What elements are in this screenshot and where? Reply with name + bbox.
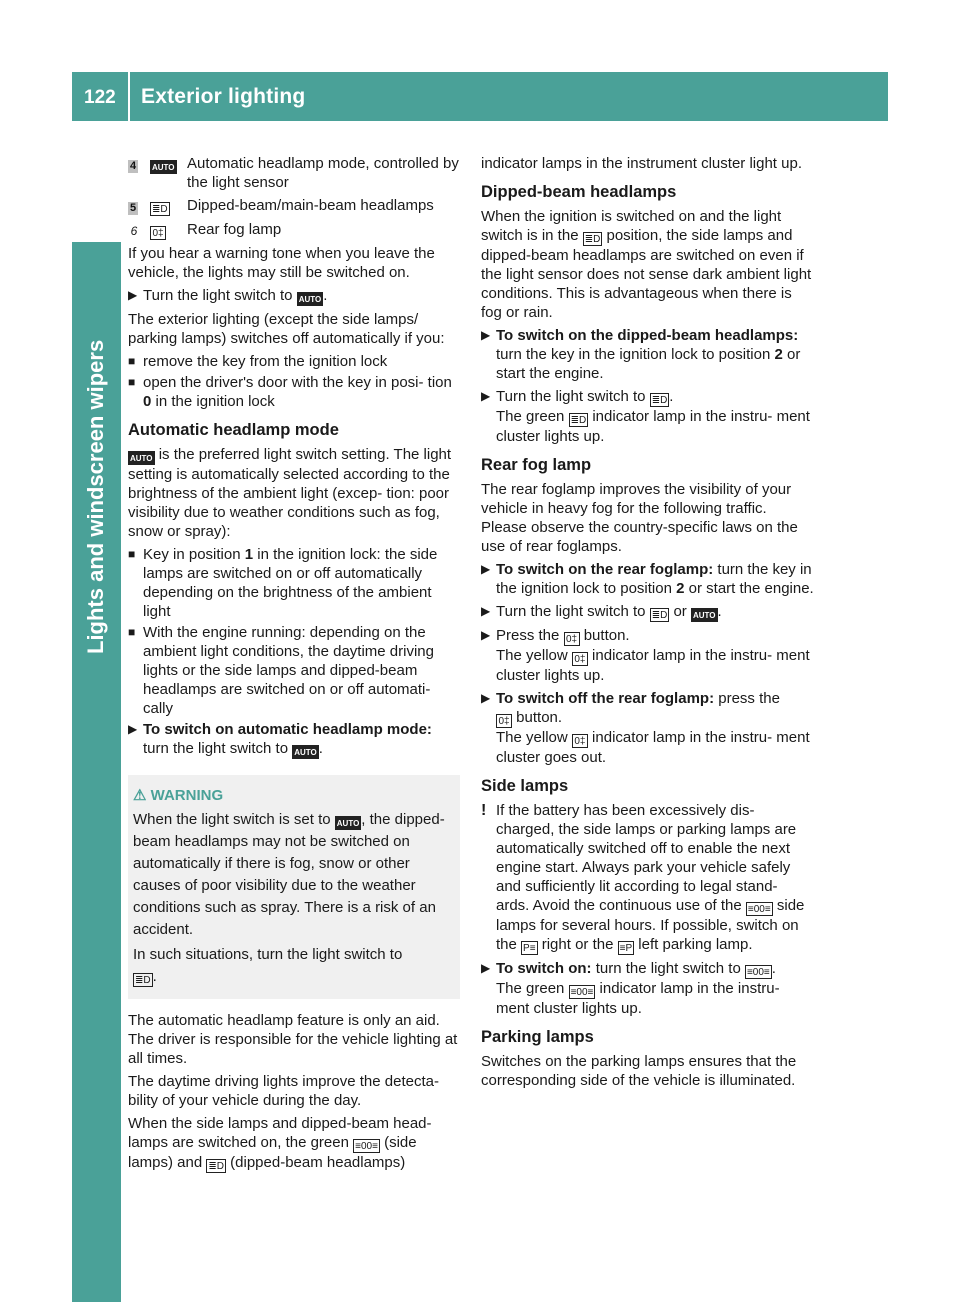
section-heading: Automatic headlamp mode (128, 421, 339, 439)
action-text: The green (496, 980, 565, 997)
low-beam-icon: ≣D (570, 415, 587, 426)
legend-item (128, 196, 460, 216)
list-text: in the ignition lock: the side lamps are switched on or off automatically depending on the brightness of the ambient light (143, 546, 438, 620)
list-item (128, 545, 460, 621)
action-text: turn the key in the ignition lock to position (496, 346, 771, 363)
bullet-icon: ■ (128, 547, 136, 561)
action-text: Turn the light switch to (496, 388, 646, 405)
position-number: 2 (774, 346, 783, 363)
action-step: ▶ To switch on: turn the light switch to ≡00≡ . The green ≡00≡ indicator lamp in the instru- ment cluster lights up. (481, 960, 780, 1017)
notice-text: If the battery has been excessively dis- charged, the side lamps or parking lamps are automatically switched off to enable the next engine start. Always park your vehicle safely and sufficiently lit according to legal stand- ards. Avoid the continuous use of the (496, 802, 797, 914)
exclamation-icon: ! (481, 802, 487, 819)
list-text: in the ignition lock (155, 393, 275, 410)
action-text: or (673, 603, 687, 620)
fog-lamp-icon: 0‡ (496, 714, 512, 728)
paragraph: If you hear a warning tone when you leave the vehicle, the lights may still be switched on. (128, 245, 435, 281)
action-step: ▶ Turn the light switch to ≣D . The green ≣D indicator lamp in the instru- ment cluster lights up. (481, 388, 810, 445)
page-title: Exterior lighting (141, 85, 306, 108)
action-text: Turn the light switch to (143, 287, 293, 304)
notice-text: right or the (541, 936, 614, 953)
bullet-icon: ■ (128, 625, 136, 639)
position-number: 1 (244, 546, 254, 563)
legend-item (128, 154, 460, 192)
paragraph-text: position, the side lamps and dipped-beam headlamps are switched on even if the light sensor does not sense dark ambient light conditions. This is advantageous when there is fog or rain. (481, 227, 812, 321)
notice-text: left parking lamp. (638, 936, 753, 953)
fog-lamp-icon: 0‡ (572, 652, 588, 666)
left-column (128, 154, 460, 1177)
action-text: or start the engine. (496, 346, 801, 382)
action-step (481, 326, 814, 383)
paragraph-text: (dipped-beam headlamps) (230, 1154, 406, 1171)
action-text: button. (583, 627, 630, 644)
action-title: To switch on automatic headlamp mode: (143, 721, 432, 738)
fog-lamp-icon: 0‡ (564, 632, 580, 646)
arrow-icon: ▶ (481, 604, 491, 618)
arrow-icon: ▶ (481, 328, 491, 342)
legend-number: 4 (129, 160, 137, 172)
action-text: The green (496, 408, 565, 425)
action-text: indicator lamp in the instru- ment cluster lights up. (496, 647, 810, 684)
auto-icon: AUTO (292, 745, 319, 759)
paragraph-text: is the preferred light switch setting. The light setting is automatically selected according to the brightness of the ambient light (excep- tion: poor visibility due to weather conditions such as fog, snow or spray): (128, 446, 452, 540)
low-beam-icon: ≣D (584, 234, 601, 245)
action-text: button. (516, 709, 563, 726)
action-text: turn the light switch to (595, 960, 741, 977)
arrow-icon: ▶ (481, 628, 491, 642)
low-beam-icon: ≣D (152, 204, 168, 215)
legend-text: Rear fog lamp (187, 221, 282, 238)
side-lamps-icon: ≡00≡ (746, 967, 770, 978)
section-heading: Parking lamps (481, 1028, 594, 1046)
notice-text: side lamps for several hours. If possible, switch on the (496, 897, 805, 953)
action-text: The yellow (496, 647, 568, 664)
paragraph: The rear foglamp improves the visibility of your vehicle in heavy fog for the following traffic. Please observe the country-specific laws on the use of rear foglamps. (481, 481, 798, 555)
section-heading: Dipped-beam headlamps (481, 183, 677, 201)
warning-triangle-icon: ⚠ (133, 787, 147, 804)
paragraph (128, 1114, 460, 1173)
low-beam-icon: ≣D (651, 610, 668, 621)
action-title: To switch on the dipped-beam headlamps: (496, 327, 799, 344)
position-number: 2 (676, 580, 685, 597)
list-item (128, 352, 460, 371)
action-text: turn the light switch to (143, 740, 289, 757)
action-text: indicator lamp in the instru- ment cluster goes out. (496, 729, 810, 766)
arrow-icon: ▶ (128, 288, 138, 302)
warning-text: When the light switch is set to (133, 811, 331, 828)
legend-number: 5 (129, 202, 137, 214)
header-divider (128, 72, 130, 121)
list-text: Key in position (143, 546, 241, 563)
action-text: Turn the light switch to (496, 603, 646, 620)
section-heading: Side lamps (481, 777, 569, 795)
position-number: 0 (143, 393, 152, 410)
paragraph-text: When the ignition is switched on and the light switch is in the (481, 208, 782, 244)
auto-icon: AUTO (691, 608, 718, 622)
action-step: ▶ To switch on automatic headlamp mode: turn the light switch to AUTO . (128, 721, 432, 757)
legend-text: Automatic headlamp mode, controlled by the light sensor (187, 155, 459, 191)
fog-lamp-icon: 0‡ (572, 734, 588, 748)
action-step: ▶ Turn the light switch to ≣D or AUTO . (481, 603, 722, 621)
warning-title (133, 785, 454, 807)
action-title: To switch on the rear foglamp: (496, 561, 714, 578)
arrow-icon: ▶ (481, 961, 491, 975)
list-text: open the driver's door with the key in posi- tion (143, 374, 452, 391)
list-item (128, 373, 460, 411)
right-column (481, 154, 814, 1094)
low-beam-icon: ≣D (135, 975, 151, 986)
warning-text: , the dipped-beam headlamps may not be switched on automatically if there is fog, snow or other causes of poor visibility due to the weather conditions such as spray. There is a risk of an accident. (133, 811, 445, 938)
notice-item (481, 801, 814, 955)
arrow-icon: ▶ (481, 562, 491, 576)
parking-lamp-left-icon: ≡P (619, 943, 633, 954)
action-step (481, 560, 814, 598)
list-text: remove the key from the ignition lock (143, 353, 388, 370)
auto-icon: AUTO (128, 451, 155, 465)
paragraph: The automatic headlamp feature is only an aid. The driver is responsible for the vehicle lighting at all times. (128, 1012, 458, 1067)
paragraph: indicator lamps in the instrument cluster light up. (481, 155, 802, 172)
paragraph-text: When the side lamps and dipped-beam head- lamps are switched on, the green (128, 1115, 432, 1151)
warning-box (128, 775, 460, 999)
section-heading: Rear fog lamp (481, 456, 592, 474)
action-text: turn the key in the ignition lock to position (496, 561, 812, 597)
action-text: indicator lamp in the instru- ment cluster lights up. (496, 980, 780, 1017)
side-tab-label: Lights and windscreen wipers (83, 339, 108, 654)
action-step (481, 689, 814, 767)
auto-icon: AUTO (150, 160, 177, 174)
legend-text: Dipped-beam/main-beam headlamps (187, 197, 434, 214)
page-number: 122 (84, 87, 116, 108)
paragraph: Switches on the parking lamps ensures that the corresponding side of the vehicle is illuminated. (481, 1053, 797, 1089)
action-step: ▶ Turn the light switch to AUTO . (128, 287, 328, 304)
action-step (481, 626, 814, 685)
paragraph: The daytime driving lights improve the detecta- bility of your vehicle during the day. (128, 1073, 439, 1109)
paragraph (128, 445, 460, 541)
action-title: To switch off the rear foglamp: (496, 690, 715, 707)
paragraph (481, 207, 814, 322)
bullet-icon: ■ (128, 354, 136, 368)
arrow-icon: ▶ (481, 389, 491, 403)
action-text: The yellow (496, 729, 568, 746)
arrow-icon: ▶ (128, 722, 138, 736)
warning-paragraph (133, 809, 454, 941)
list-item (128, 623, 460, 718)
bullet-icon: ■ (128, 375, 136, 389)
list-text: With the engine running: depending on the ambient light conditions, the daytime driving lights or the side lamps and dipped-beam headlamps are switched on or off automati- cally (143, 624, 434, 717)
paragraph: The exterior lighting (except the side lamps/ parking lamps) switches off automatically if you: (128, 311, 445, 347)
warning-text: In such situations, turn the light switch to (133, 946, 403, 963)
action-text: Press the (496, 627, 560, 644)
legend-number: 6 (130, 224, 138, 238)
action-text: indicator lamp in the instru- ment cluster lights up. (496, 408, 810, 445)
arrow-icon: ▶ (481, 691, 491, 705)
action-title: To switch on: (496, 960, 592, 977)
legend-item (128, 220, 460, 240)
side-lamps-icon: ≡00≡ (570, 987, 594, 998)
side-lamps-icon: ≡00≡ (355, 1141, 378, 1152)
low-beam-icon: ≣D (651, 395, 668, 406)
side-lamps-icon: ≡00≡ (747, 904, 771, 915)
parking-lamp-right-icon: P≡ (523, 943, 536, 954)
action-text: press the (718, 690, 780, 707)
low-beam-icon: ≣D (208, 1161, 224, 1172)
paragraph-text: (side lamps) and (128, 1134, 417, 1171)
auto-icon: AUTO (335, 816, 362, 830)
warning-label: WARNING (150, 787, 224, 804)
warning-paragraph: In such situations, turn the light switch to ≣D . (133, 946, 403, 986)
action-text: or start the engine. (688, 580, 814, 597)
auto-icon: AUTO (297, 292, 324, 306)
fog-lamp-icon: 0‡ (150, 226, 166, 240)
